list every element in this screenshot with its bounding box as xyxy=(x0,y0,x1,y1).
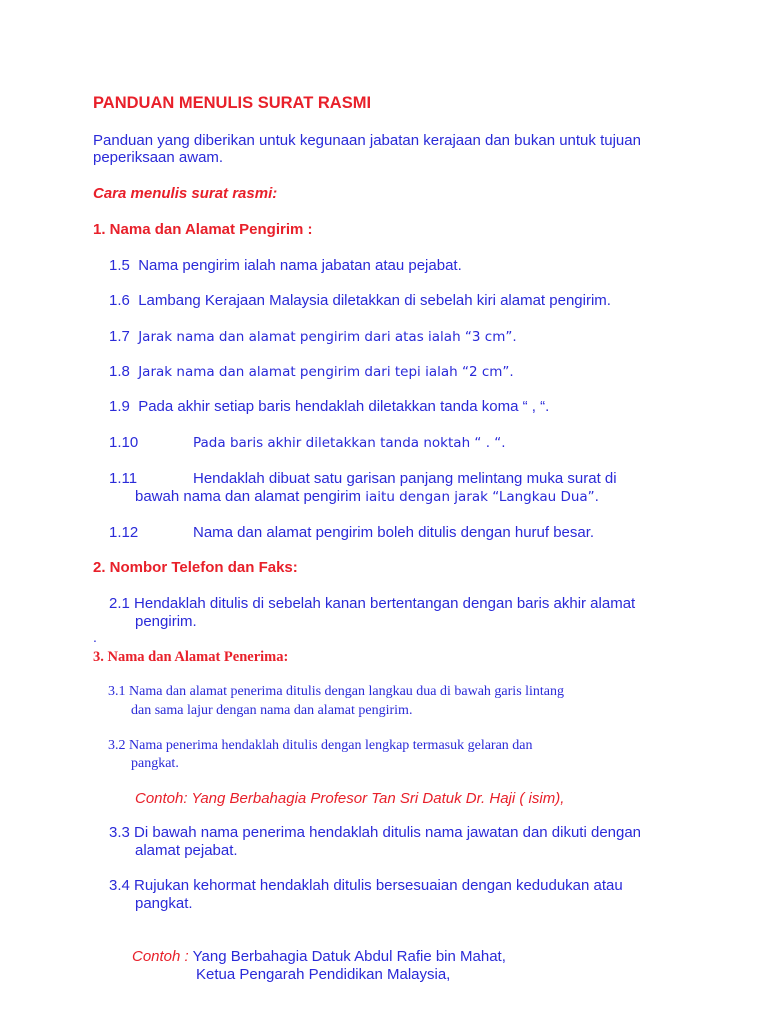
cara-heading: Cara menulis surat rasmi: xyxy=(93,185,278,202)
item-3-2: 3.2 Nama penerima hendaklah ditulis dengan lengkap termasuk gelaran dan xyxy=(108,738,533,753)
contoh-line-2: Ketua Pengarah Pendidikan Malaysia, xyxy=(196,966,451,983)
item-text: Hendaklah ditulis di sebelah kanan bertentangan dengan baris akhir alamat xyxy=(134,595,636,612)
page-title: PANDUAN MENULIS SURAT RASMI xyxy=(93,94,372,112)
item-1-10-text: Pada baris akhir diletakkan tanda noktah “ . “. xyxy=(193,435,506,451)
item-1-9 xyxy=(109,398,549,415)
item-text: iaitu dengan jarak “Langkau Dua”. xyxy=(360,489,599,505)
item-text: Jarak nama dan alamat pengirim dari atas ialah “3 cm”. xyxy=(138,329,517,345)
item-number: 1.8 xyxy=(109,363,130,380)
item-1-12-text: Nama dan alamat pengirim boleh ditulis dengan huruf besar. xyxy=(193,524,595,541)
item-1-11-number: 1.11 xyxy=(109,470,138,487)
item-text: bawah nama dan alamat pengirim xyxy=(135,488,361,505)
item-3-3-continuation: alamat pejabat. xyxy=(135,842,238,859)
item-number: 1.9 xyxy=(109,398,130,415)
contoh-example-2 xyxy=(132,948,506,965)
item-number: 1.5 xyxy=(109,257,130,274)
item-1-11-continuation xyxy=(135,488,599,505)
intro-line-1: Panduan yang diberikan untuk kegunaan jabatan kerajaan dan bukan untuk tujuan xyxy=(93,132,641,149)
item-3-1-continuation: dan sama lajur dengan nama dan alamat pengirim. xyxy=(131,703,413,718)
contoh-line-1: Yang Berbahagia Datuk Abdul Rafie bin Mahat, xyxy=(188,948,506,965)
item-text: Nama pengirim ialah nama jabatan atau pejabat. xyxy=(138,257,462,274)
item-number: 3.4 xyxy=(109,877,130,894)
item-number: 2.1 xyxy=(109,595,130,612)
item-3-2-continuation: pangkat. xyxy=(131,756,179,771)
item-1-8 xyxy=(109,363,514,380)
item-text: Jarak nama dan alamat pengirim dari tepi ialah “2 cm”. xyxy=(138,364,514,380)
item-1-11-text: Hendaklah dibuat satu garisan panjang melintang muka surat di xyxy=(193,470,617,487)
item-number: 3.3 xyxy=(109,824,130,841)
stray-dot: . xyxy=(93,629,97,645)
item-3-4-continuation: pangkat. xyxy=(135,895,193,912)
item-number: 1.7 xyxy=(109,328,130,345)
item-1-12-number: 1.12 xyxy=(109,524,139,541)
item-text: Rujukan kehormat hendaklah ditulis bersesuaian dengan kedudukan atau xyxy=(134,877,623,894)
item-1-5 xyxy=(109,257,462,274)
item-2-1-continuation: pengirim. xyxy=(135,613,197,630)
item-1-6 xyxy=(109,292,611,309)
section-3-heading: 3. Nama dan Alamat Penerima: xyxy=(93,649,289,665)
contoh-label: Contoh : xyxy=(132,948,189,965)
intro-line-2: peperiksaan awam. xyxy=(93,149,224,166)
item-1-10-number: 1.10 xyxy=(109,434,139,451)
item-number: 1.6 xyxy=(109,292,130,309)
item-text: Pada akhir setiap baris hendaklah diletakkan tanda koma “ , “. xyxy=(138,398,550,415)
item-2-1 xyxy=(109,595,635,612)
item-3-3 xyxy=(109,824,641,841)
item-1-7 xyxy=(109,328,517,345)
contoh-example-1: Contoh: Yang Berbahagia Profesor Tan Sri Datuk Dr. Haji ( isim), xyxy=(135,790,565,807)
item-text: Di bawah nama penerima hendaklah ditulis nama jawatan dan dikuti dengan xyxy=(134,824,642,841)
item-text: Lambang Kerajaan Malaysia diletakkan di sebelah kiri alamat pengirim. xyxy=(138,292,611,309)
item-3-4 xyxy=(109,877,623,894)
section-2-heading: 2. Nombor Telefon dan Faks: xyxy=(93,559,298,576)
item-3-1: 3.1 Nama dan alamat penerima ditulis dengan langkau dua di bawah garis lintang xyxy=(108,684,565,699)
section-1-heading: 1. Nama dan Alamat Pengirim : xyxy=(93,221,313,238)
